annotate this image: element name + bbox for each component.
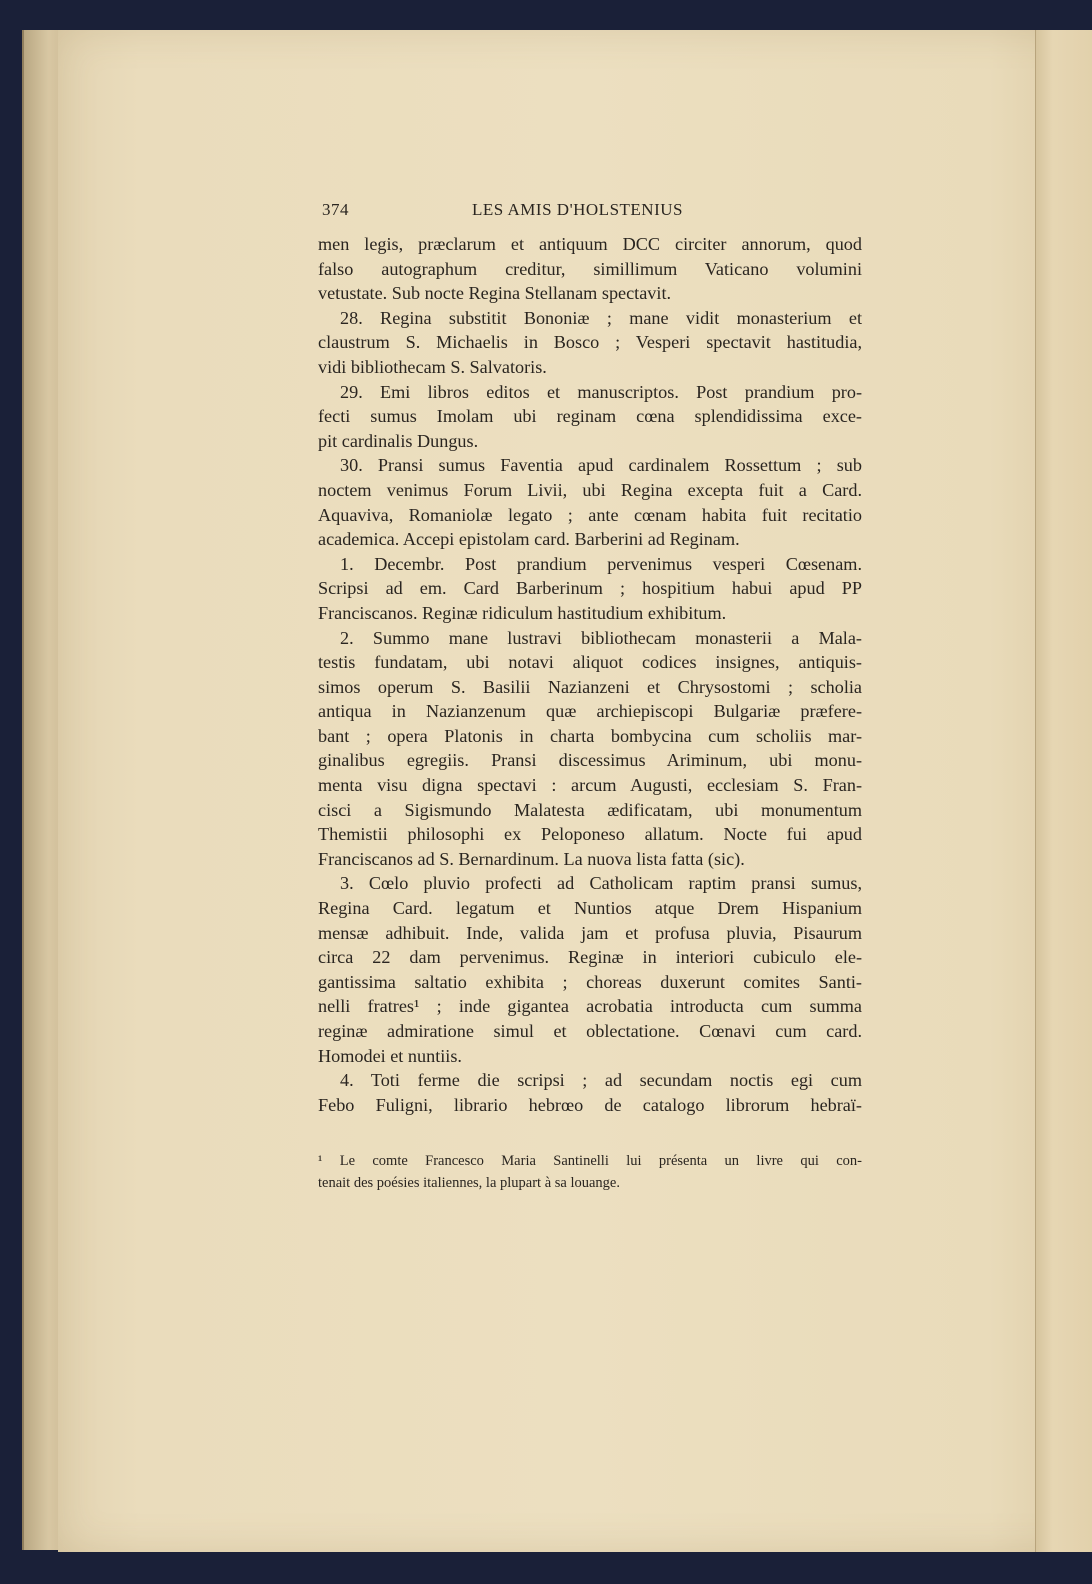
footnote-line: ¹ Le comte Francesco Maria Santinelli lui présenta un livre qui con-	[318, 1153, 862, 1169]
text-line: 28. Regina substitit Bononiæ ; mane vidit monasterium et	[340, 307, 862, 328]
footnote-line: tenait des poésies italiennes, la plupart à sa louange.	[318, 1175, 620, 1191]
text-line: 1. Decembr. Post prandium pervenimus vesperi Cœsenam.	[340, 553, 862, 574]
text-line: circa 22 dam pervenimus. Reginæ in interiori cubiculo ele-	[318, 947, 862, 968]
page-number: 374	[322, 200, 349, 219]
text-line: Febo Fuligni, librario hebrœo de catalogo librorum hebraï-	[318, 1094, 862, 1115]
text-line: cisci a Sigismundo Malatesta ædificatam, ubi monumentum	[318, 799, 862, 820]
text-line: testis fundatam, ubi notavi aliquot codices insignes, antiquis-	[318, 652, 862, 673]
text-line: pit cardinalis Dungus.	[318, 430, 479, 451]
text-line: Homodei et nuntiis.	[318, 1045, 462, 1066]
text-line: ginalibus egregiis. Pransi discessimus Ariminum, ubi monu-	[318, 750, 862, 771]
text-line: mensæ adhibuit. Inde, valida jam et profusa pluvia, Pisaurum	[318, 922, 862, 943]
text-line: men legis, præclarum et antiquum DCC circiter annorum, quod	[318, 234, 862, 254]
text-line: Franciscanos ad S. Bernardinum. La nuova lista fatta (sic).	[318, 848, 745, 869]
text-line: Aquaviva, Romaniolæ legato ; ante cœnam habita fuit recitatio	[318, 504, 862, 525]
body-text	[318, 232, 862, 1117]
text-line: 2. Summo mane lustravi bibliothecam monasterii a Mala-	[340, 627, 862, 648]
footnote	[318, 1150, 862, 1194]
text-line: vetustate. Sub nocte Regina Stellanam spectavit.	[318, 283, 672, 304]
text-line: falso autographum creditur, simillimum Vaticano volumini	[318, 258, 862, 279]
text-line: 3. Cœlo pluvio profecti ad Catholicam raptim pransi sumus,	[340, 873, 862, 894]
text-line: gantissima saltatio exhibita ; choreas duxerunt comites Santi-	[318, 971, 862, 992]
text-line: bant ; opera Platonis in charta bombycina cum scholiis mar-	[318, 725, 862, 746]
text-line: reginæ admiratione simul et oblectatione. Cœnavi cum card.	[318, 1021, 862, 1041]
text-line: fecti sumus Imolam ubi reginam cœna splendidissima exce-	[318, 406, 862, 427]
text-line: Franciscanos. Reginæ ridiculum hastitudium exhibitum.	[318, 602, 727, 623]
running-title: LES AMIS D'HOLSTENIUS	[472, 200, 683, 219]
facing-page-edge	[1035, 30, 1092, 1552]
running-header	[322, 200, 862, 228]
text-line: 4. Toti ferme die scripsi ; ad secundam noctis egi cum	[340, 1070, 862, 1091]
text-line: noctem venimus Forum Livii, ubi Regina excepta fuit a Card.	[318, 479, 862, 500]
text-line: simos operum S. Basilii Nazianzeni et Chrysostomi ; scholia	[318, 676, 862, 697]
text-line: 29. Emi libros editos et manuscriptos. Post prandium pro-	[340, 381, 862, 402]
text-line: claustrum S. Michaelis in Bosco ; Vesperi spectavit hastitudia,	[318, 332, 862, 353]
text-line: Scripsi ad em. Card Barberinum ; hospitium habui apud PP	[318, 578, 862, 599]
text-line: antiqua in Nazianzenum quæ archiepiscopi Bulgariæ præfere-	[318, 701, 862, 722]
text-line: academica. Accepi epistolam card. Barberini ad Reginam.	[318, 529, 740, 550]
text-line: vidi bibliothecam S. Salvatoris.	[318, 356, 547, 377]
text-line: Themistii philosophi ex Peloponeso allatum. Nocte fui apud	[318, 824, 862, 845]
text-line: 30. Pransi sumus Faventia apud cardinalem Rossettum ; sub	[340, 455, 862, 476]
text-line: nelli fratres¹ ; inde gigantea acrobatia introducta cum summa	[318, 996, 862, 1017]
text-line: Regina Card. legatum et Nuntios atque Drem Hispanium	[318, 898, 862, 919]
text-line: menta visu digna spectavi : arcum Augusti, ecclesiam S. Fran-	[318, 775, 862, 796]
